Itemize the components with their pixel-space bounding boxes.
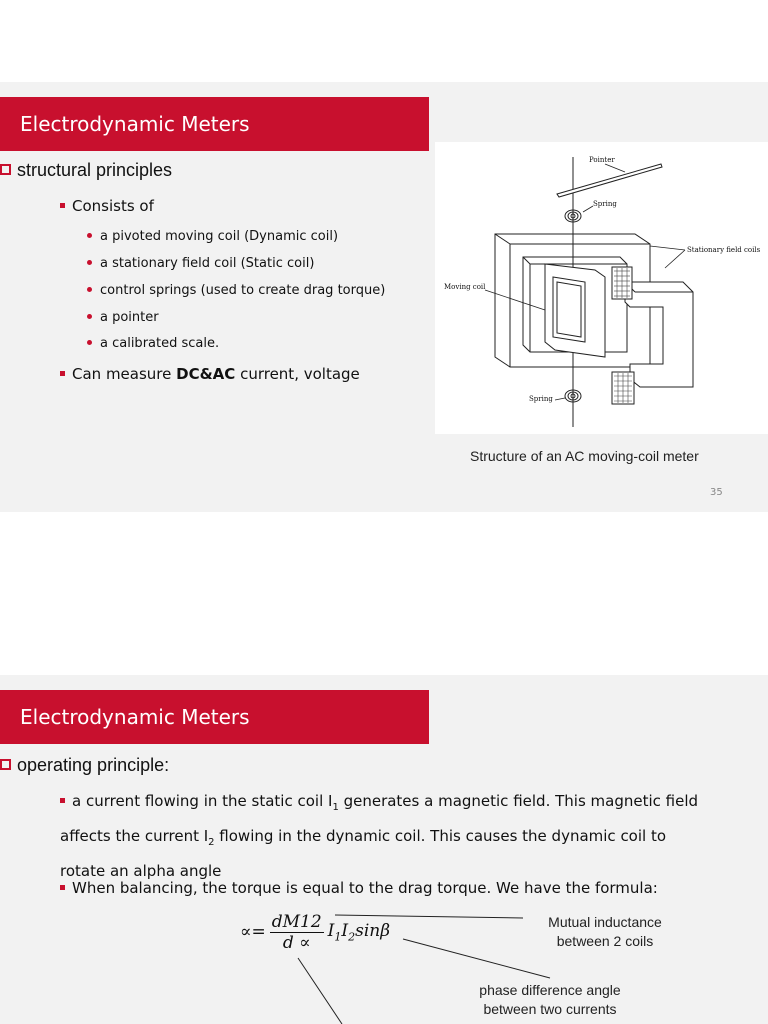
annotation-phase-difference: phase difference angle between two currents xyxy=(479,982,621,1017)
label-stationary-field-coils: Stationary field coils xyxy=(687,246,761,254)
slide-operating-principle xyxy=(0,675,768,1024)
slide-structural-principles xyxy=(0,82,768,512)
sub-bullet-consists-of: Consists of xyxy=(60,197,154,215)
bullet-static-coil: a current flowing in the static coil $I_1$ generates a magnetic field. This magnetic field affects the current $I_2$ flowing in the dynamic coil. This causes the dynamic coil to rotate an alpha angle xyxy=(60,792,699,880)
slide-title: Electrodynamic Meters xyxy=(20,705,250,729)
page-number: 35 xyxy=(710,487,723,498)
dot-bullet-icon xyxy=(87,314,92,319)
slide-title: Electrodynamic Meters xyxy=(20,112,250,136)
label-spring-top: Spring xyxy=(593,200,617,208)
formula-rhs: $I_1I_2\sin\beta$ xyxy=(327,920,391,944)
formula-numerator: dM12 xyxy=(271,911,322,932)
heading-structural-principles: structural principles xyxy=(0,160,172,181)
formula-denominator: d ∝ xyxy=(282,932,311,953)
list-item: control springs (used to create drag torque) xyxy=(87,283,385,298)
list-item: a calibrated scale. xyxy=(87,336,219,351)
dot-bullet-icon xyxy=(87,340,92,345)
label-spring-bottom: Spring xyxy=(529,395,553,403)
phase-angle-leader xyxy=(403,939,550,978)
dot-bullet-icon xyxy=(87,287,92,292)
slide-title-bar xyxy=(0,97,429,151)
label-pointer: Pointer xyxy=(589,156,615,164)
dot-bullet-icon xyxy=(87,260,92,265)
square-bullet-icon xyxy=(60,371,65,376)
list-item: a pivoted moving coil (Dynamic coil) xyxy=(87,229,338,244)
meter-structure-diagram xyxy=(435,142,768,434)
square-bullet-icon xyxy=(60,203,65,208)
formula-annotation-lines xyxy=(0,675,768,1024)
sub-bullet-can-measure: Can measure DC&AC current, voltage xyxy=(60,365,360,383)
annotation-mutual-inductance: Mutual inductance between 2 coils xyxy=(548,914,662,949)
heading-operating-principle: operating principle: xyxy=(0,755,169,776)
figure-caption: Structure of an AC moving-coil meter xyxy=(470,448,699,464)
meter-structure-svg xyxy=(435,142,768,434)
angle-leader xyxy=(298,958,342,1024)
label-moving-coil: Moving coil xyxy=(444,283,486,291)
checkbox-bullet-icon xyxy=(0,164,11,175)
stationary-core-shape xyxy=(625,282,693,387)
moving-coil-shape xyxy=(545,264,605,357)
list-item: a pointer xyxy=(87,310,159,325)
bullet-balancing: When balancing, the torque is equal to the drag torque. We have the formula: xyxy=(60,874,700,902)
mutual-inductance-leader xyxy=(335,915,523,918)
dot-bullet-icon xyxy=(87,233,92,238)
formula-lhs: ∝= xyxy=(240,922,266,942)
list-item: a stationary field coil (Static coil) xyxy=(87,256,314,271)
